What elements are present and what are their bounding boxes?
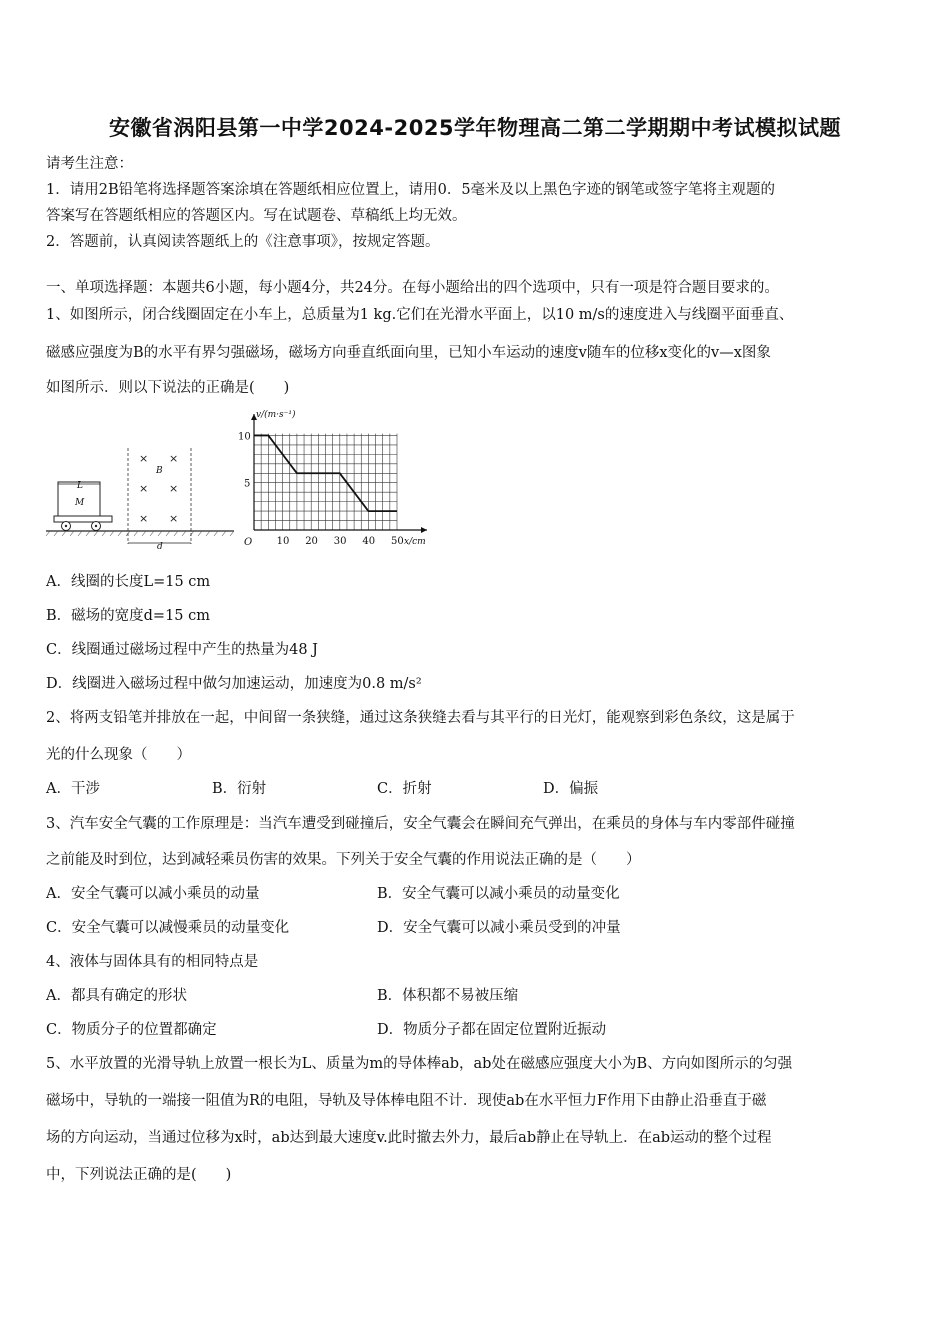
q3-line-2: 之前能及时到位，达到减轻乘员伤害的效果。下列关于安全气囊的作用说法正确的是（ ） bbox=[46, 852, 641, 868]
vx-graph bbox=[238, 414, 427, 547]
x-tick-label: 40 bbox=[362, 536, 376, 547]
section-heading: 一、单项选择题：本题共6小题，每小题4分，共24分。在每小题给出的四个选项中，只有一项是符合题目要求的。 bbox=[46, 280, 779, 296]
q1-option-c: C．线圈通过磁场过程中产生的热量为48 J bbox=[46, 642, 318, 658]
notice-item-1b: 答案写在答题纸相应的答题区内。写在试题卷、草稿纸上均无效。 bbox=[46, 208, 467, 224]
x-tick-label: 20 bbox=[305, 536, 318, 547]
q4-option-c: C．物质分子的位置都确定 bbox=[46, 1022, 217, 1038]
q4-option-d: D．物质分子都在固定位置附近振动 bbox=[377, 1022, 607, 1038]
svg-text:×: × bbox=[139, 452, 149, 465]
x-axis-arrow bbox=[421, 527, 427, 533]
svg-text:×: × bbox=[139, 512, 149, 525]
svg-text:×: × bbox=[139, 482, 149, 495]
q3-option-b: B．安全气囊可以减小乘员的动量变化 bbox=[377, 886, 620, 902]
q1-line-3: 如图所示．则以下说法的正确是( ) bbox=[46, 380, 290, 396]
q1-option-a: A．线圈的长度L=15 cm bbox=[46, 574, 211, 590]
svg-text:×: × bbox=[169, 452, 179, 465]
q1-line-2: 磁感应强度为B的水平有界匀强磁场，磁场方向垂直纸面向里，已知小车运动的速度v随车的位移x变化的v—x图象 bbox=[46, 345, 771, 361]
q2-option-c: C．折射 bbox=[377, 781, 432, 797]
q1-line-1: 1、如图所示，闭合线圈固定在小车上，总质量为1 kg.它们在光滑水平面上，以10 m/s的速度进入与线圈平面垂直、 bbox=[46, 307, 794, 323]
q4-option-b: B．体积都不易被压缩 bbox=[377, 988, 519, 1004]
label-L: L bbox=[77, 481, 83, 491]
cart-body bbox=[54, 516, 112, 522]
q1-option-d: D．线圈进入磁场过程中做匀加速运动，加速度为0.8 m/s² bbox=[46, 676, 422, 692]
q1-option-b: B．磁场的宽度d=15 cm bbox=[46, 608, 211, 624]
notice-item-2: 2．答题前，认真阅读答题纸上的《注意事项》，按规定答题。 bbox=[46, 234, 440, 250]
q2-option-a: A．干涉 bbox=[46, 781, 100, 797]
x-tick-label: 50 bbox=[391, 536, 404, 547]
y-axis-label: v/(m·s⁻¹) bbox=[256, 410, 296, 420]
q5-line-4: 中，下列说法正确的是( ) bbox=[46, 1167, 232, 1183]
q3-line-1: 3、汽车安全气囊的工作原理是：当汽车遭受到碰撞后，安全气囊会在瞬间充气弹出，在乘员的身体与车内零部件碰撞 bbox=[46, 816, 795, 832]
q5-line-3: 场的方向运动，当通过位移为x时，ab达到最大速度v.此时撤去外力，最后ab静止在导轨上．在ab运动的整个过程 bbox=[46, 1130, 772, 1146]
q2-line-2: 光的什么现象（ ） bbox=[46, 747, 191, 763]
q1-figure-svg bbox=[44, 404, 444, 554]
q2-option-b: B．衍射 bbox=[212, 781, 267, 797]
field-crosses bbox=[139, 452, 178, 525]
x-axis-label: x/cm bbox=[404, 537, 426, 547]
ground-hatching bbox=[46, 531, 234, 536]
page-title: 安徽省涡阳县第一中学2024-2025学年物理高二第二学期期中考试模拟试题 bbox=[108, 116, 842, 140]
q2-option-d: D．偏振 bbox=[543, 781, 599, 797]
q2-line-1: 2、将两支铅笔并排放在一起，中间留一条狭缝，通过这条狭缝去看与其平行的日光灯，能观察到彩色条纹，这是属于 bbox=[46, 710, 795, 726]
label-d: d bbox=[157, 542, 163, 552]
q5-line-2: 磁场中，导轨的一端接一阻值为R的电阻，导轨及导体棒电阻不计．现使ab在水平恒力F作用下由静止沿垂直于磁 bbox=[46, 1093, 767, 1109]
x-tick-label: 10 bbox=[276, 536, 290, 547]
notice-item-1a: 1．请用2B铅笔将选择题答案涂填在答题纸相应位置上，请用0．5毫米及以上黑色字迹的钢笔或签字笔将主观题的 bbox=[46, 182, 776, 198]
x-tick-label: 30 bbox=[333, 536, 347, 547]
q3-option-a: A．安全气囊可以减小乘员的动量 bbox=[46, 886, 260, 902]
q1-figure bbox=[44, 404, 444, 558]
label-B: B bbox=[156, 466, 163, 476]
notice-heading: 请考生注意： bbox=[46, 156, 133, 172]
label-M: M bbox=[75, 498, 85, 508]
q3-option-c: C．安全气囊可以减慢乘员的动量变化 bbox=[46, 920, 290, 936]
q3-option-d: D．安全气囊可以减小乘员受到的冲量 bbox=[377, 920, 621, 936]
q4-line-1: 4、液体与固体具有的相同特点是 bbox=[46, 954, 259, 970]
origin-label: O bbox=[244, 537, 253, 548]
y-tick-label: 10 bbox=[238, 431, 251, 443]
y-tick-label: 5 bbox=[244, 478, 251, 490]
q4-option-a: A．都具有确定的形状 bbox=[46, 988, 187, 1004]
q5-line-1: 5、水平放置的光滑导轨上放置一根长为L、质量为m的导体棒ab，ab处在磁感应强度大小为B、方向如图所示的匀强 bbox=[46, 1056, 793, 1072]
svg-text:×: × bbox=[169, 482, 179, 495]
svg-text:×: × bbox=[169, 512, 179, 525]
